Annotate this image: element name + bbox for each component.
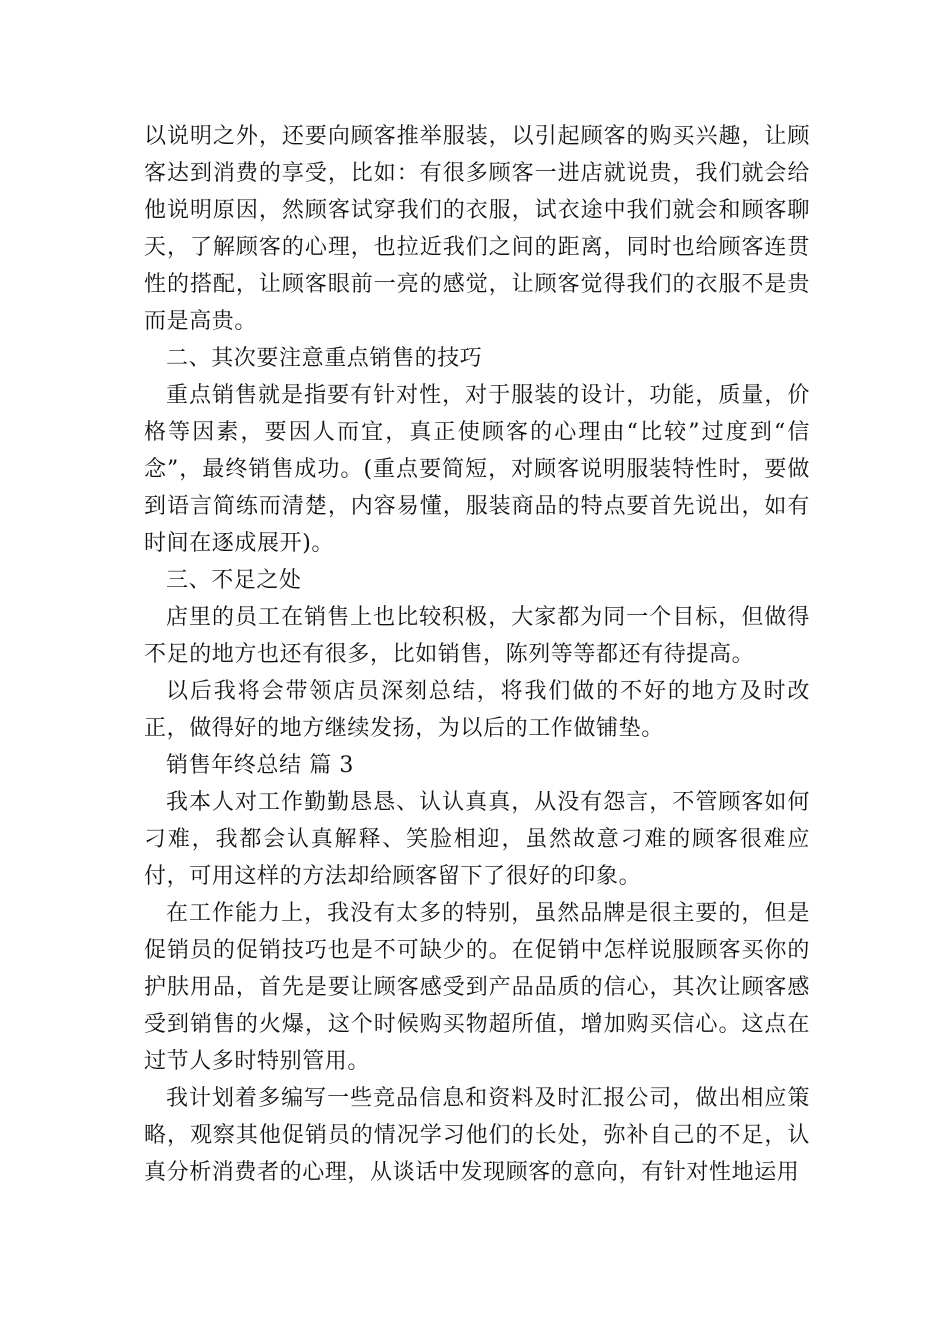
paragraph: 店里的员工在销售上也比较积极，大家都为同一个目标，但做得不足的地方也还有很多，比如销售，陈列等等都还有待提高。: [144, 605, 810, 667]
paragraph: 重点销售就是指要有针对性，对于服装的设计，功能，质量，价格等因素，要因人而宜，真正使顾客的心理由“比较”过度到“信念”，最终销售成功。(重点要简短，对顾客说明服装特性时，要做到语言简练而清楚，内容易懂，服装商品的特点要首先说出，如有时间在逐成展开)。: [144, 383, 810, 556]
article-title: 销售年终总结 篇 3: [166, 753, 354, 778]
paragraph: 我本人对工作勤勤恳恳、认认真真，从没有怨言，不管顾客如何刁难，我都会认真解释、笑脸相迎，虽然故意刁难的顾客很难应付，可用这样的方法却给顾客留下了很好的印象。: [144, 790, 810, 889]
section-heading-three: 三、不足之处: [166, 568, 302, 593]
paragraph: 以后我将会带领店员深刻总结，将我们做的不好的地方及时改正，做得好的地方继续发扬，为以后的工作做铺垫。: [144, 679, 810, 741]
document-body: [144, 118, 810, 1191]
paragraph-continuation: 以说明之外，还要向顾客推举服装，以引起顾客的购买兴趣，让顾客达到消费的享受，比如：有很多顾客一进店就说贵，我们就会给他说明原因，然顾客试穿我们的衣服，试衣途中我们就会和顾客聊天，了解顾客的心理，也拉近我们之间的距离，同时也给顾客连贯性的搭配，让顾客眼前一亮的感觉，让顾客觉得我们的衣服不是贵而是高贵。: [144, 124, 810, 334]
paragraph: 我计划着多编写一些竞品信息和资料及时汇报公司，做出相应策略，观察其他促销员的情况学习他们的长处，弥补自己的不足，认真分析消费者的心理，从谈话中发现顾客的意向，有针对性地运用: [144, 1086, 810, 1185]
paragraph: 在工作能力上，我没有太多的特别，虽然品牌是很主要的，但是促销员的促销技巧也是不可缺少的。在促销中怎样说服顾客买你的护肤用品，首先是要让顾客感受到产品品质的信心，其次让顾客感受到销售的火爆，这个时候购买物超所值，增加购买信心。这点在过节人多时特别管用。: [144, 901, 810, 1074]
section-heading-two: 二、其次要注意重点销售的技巧: [166, 346, 483, 371]
